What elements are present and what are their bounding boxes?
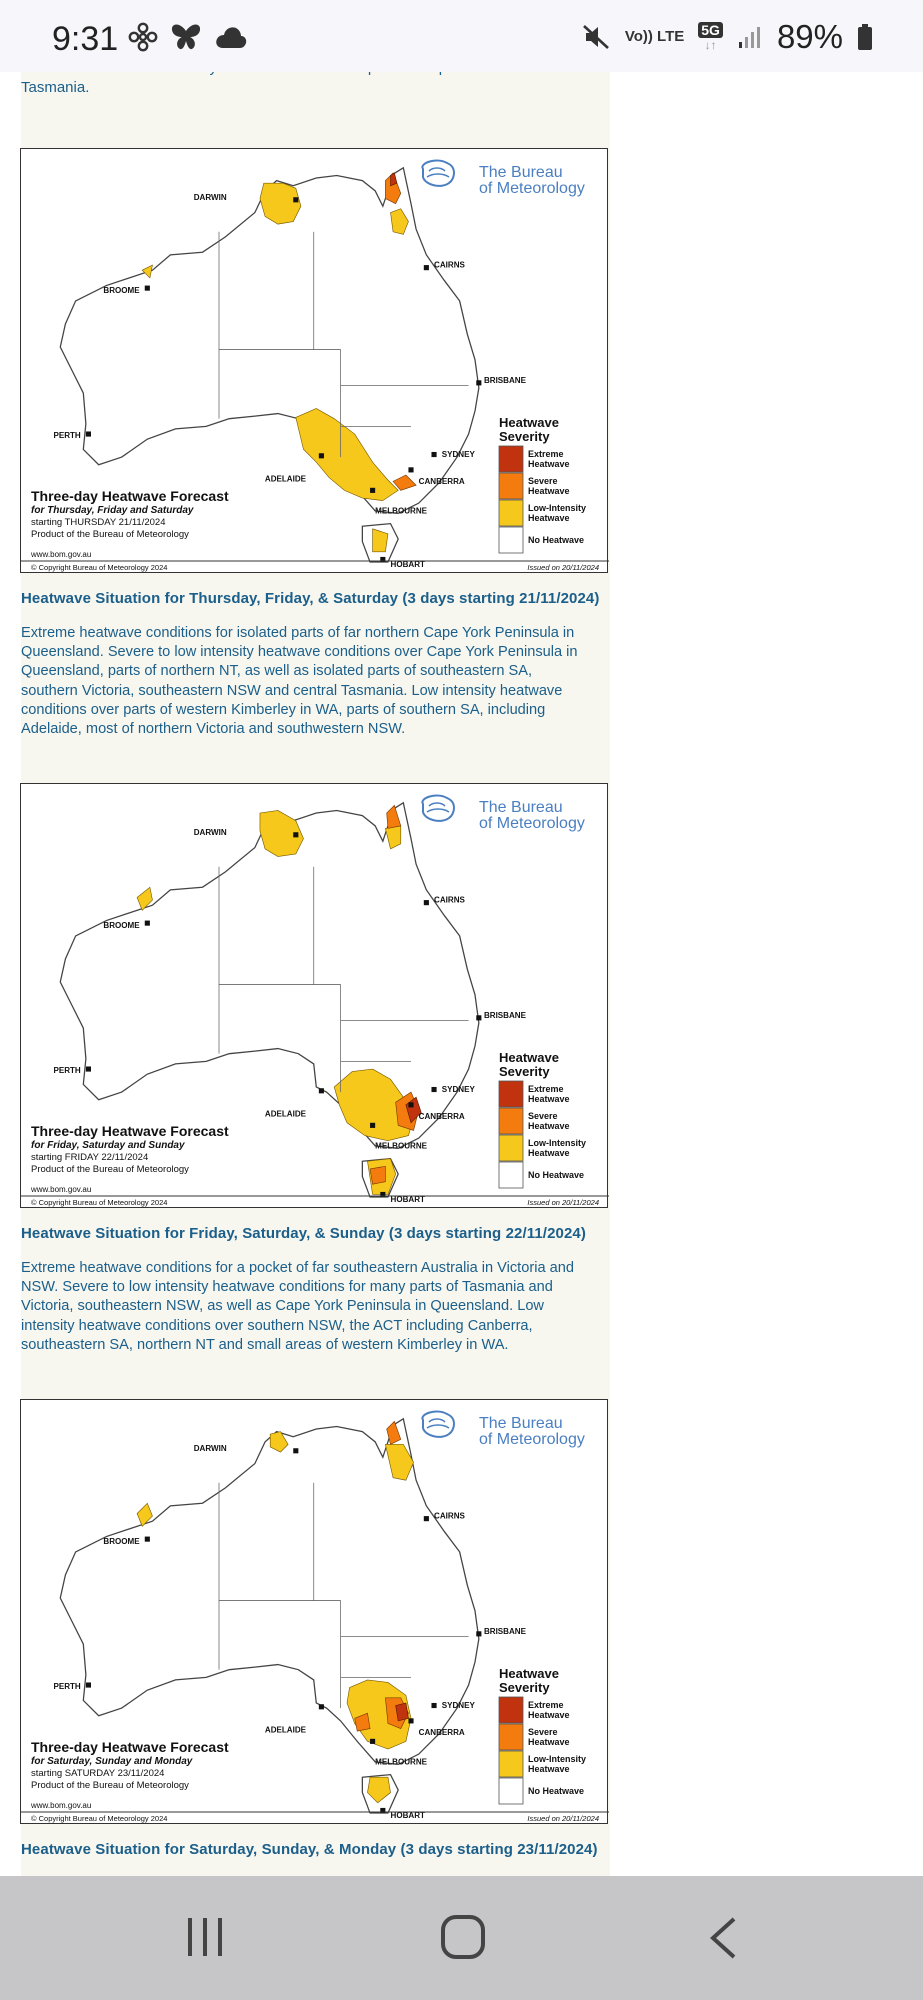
svg-text:starting FRIDAY 22/11/2024: starting FRIDAY 22/11/2024	[31, 1152, 149, 1163]
svg-text:Low-Intensity: Low-Intensity	[528, 1754, 586, 1764]
network-indicator: 5G ↓↑	[698, 22, 723, 52]
legend-swatch	[499, 500, 523, 526]
city-marker-melbourne	[370, 1739, 375, 1744]
city-label-broome: BROOME	[103, 921, 140, 931]
city-label-canberra: CANBERRA	[418, 1727, 465, 1737]
svg-text:The Bureau: The Bureau	[479, 164, 563, 181]
forecast-panel	[20, 783, 610, 1403]
svg-text:Three-day Heatwave Forecast: Three-day Heatwave Forecast	[31, 1739, 229, 1755]
svg-text:Issued on 20/11/2024: Issued on 20/11/2024	[527, 1814, 599, 1823]
svg-text:Issued on 20/11/2024: Issued on 20/11/2024	[527, 1198, 599, 1207]
status-system-icons	[581, 18, 873, 56]
heatwave-forecast-map[interactable]	[20, 783, 608, 1208]
city-label-cairns: CAIRNS	[434, 260, 465, 270]
svg-text:Heatwave: Heatwave	[528, 1094, 570, 1104]
city-label-cairns: CAIRNS	[434, 895, 465, 905]
city-marker-perth	[86, 1066, 91, 1071]
city-label-perth: PERTH	[53, 430, 81, 440]
svg-text:Heatwave: Heatwave	[528, 459, 570, 469]
situation-title: Heatwave Situation for Saturday, Sunday, & Monday (3 days starting 23/11/2024)	[21, 1841, 598, 1858]
city-marker-brisbane	[476, 1631, 481, 1636]
severity-legend	[499, 415, 586, 553]
legend-swatch	[499, 1162, 523, 1188]
svg-text:Three-day Heatwave Forecast: Three-day Heatwave Forecast	[31, 488, 229, 504]
svg-text:Severity: Severity	[499, 1680, 550, 1695]
severity-legend	[499, 1666, 586, 1804]
butterfly-icon	[170, 22, 202, 52]
svg-text:starting SATURDAY 23/11/2024: starting SATURDAY 23/11/2024	[31, 1768, 165, 1779]
city-marker-broome	[145, 1537, 150, 1542]
city-marker-darwin	[293, 197, 298, 202]
svg-text:Heatwave: Heatwave	[528, 1737, 570, 1747]
svg-text:The Bureau: The Bureau	[479, 1415, 563, 1432]
svg-text:Heatwave: Heatwave	[528, 1121, 570, 1131]
svg-text:www.bom.gov.au: www.bom.gov.au	[31, 550, 92, 559]
svg-text:Severe: Severe	[528, 1727, 558, 1737]
svg-text:Product of the Bureau of Meteo: Product of the Bureau of Meteorology	[31, 1780, 189, 1791]
city-marker-broome	[145, 286, 150, 291]
svg-text:Extreme: Extreme	[528, 1084, 564, 1094]
city-marker-perth	[86, 431, 91, 436]
status-notification-icons	[128, 22, 248, 52]
city-label-adelaide: ADELAIDE	[264, 474, 307, 484]
svg-text:No Heatwave: No Heatwave	[528, 1170, 585, 1180]
legend-swatch	[499, 1697, 523, 1723]
svg-text:© Copyright Bureau of Meteorol: © Copyright Bureau of Meteorology 2024	[31, 1198, 168, 1207]
legend-swatch	[499, 1135, 523, 1161]
svg-text:© Copyright Bureau of Meteorol: © Copyright Bureau of Meteorology 2024	[31, 1814, 168, 1823]
heatwave-forecast-map[interactable]	[20, 148, 608, 573]
city-label-perth: PERTH	[53, 1065, 81, 1075]
city-label-darwin: DARWIN	[193, 1443, 227, 1453]
extreme-area	[396, 1703, 409, 1721]
city-marker-adelaide	[319, 1704, 324, 1709]
forecast-panel	[20, 1399, 610, 1879]
bom-logo	[422, 1412, 584, 1448]
city-marker-canberra	[408, 467, 413, 472]
australia-outline	[60, 803, 479, 1149]
svg-text:© Copyright Bureau of Meteorol: © Copyright Bureau of Meteorology 2024	[31, 563, 168, 572]
city-marker-darwin	[293, 832, 298, 837]
svg-text:Heatwave: Heatwave	[499, 1666, 559, 1681]
city-marker-melbourne	[370, 488, 375, 493]
svg-text:Heatwave: Heatwave	[528, 1148, 570, 1158]
pinwheel-icon	[128, 22, 158, 52]
situation-text: Extreme heatwave conditions for isolated parts of far northern Cape York Peninsula in Queensland. Severe to low intensity heatwave conditions over Cape York Peninsula in Queensland, parts of northern NT, as well as isolated parts of southeastern SA, southern Victoria, southeastern NSW and central Tasmania. Low intensity heatwave conditions over parts of western Kimberley in WA, parts of southern SA, including Adelaide, most of northern Victoria and southwestern NSW.	[21, 625, 578, 738]
city-marker-cairns	[424, 900, 429, 905]
city-label-cairns: CAIRNS	[434, 1511, 465, 1521]
situation-title: Heatwave Situation for Friday, Saturday, & Sunday (3 days starting 22/11/2024)	[21, 1225, 586, 1242]
city-label-hobart: HOBART	[390, 560, 425, 570]
status-bar	[0, 0, 923, 72]
city-marker-adelaide	[319, 1088, 324, 1093]
svg-text:of Meteorology: of Meteorology	[479, 815, 585, 832]
svg-text:of Meteorology: of Meteorology	[479, 1431, 585, 1448]
status-time: 9:31	[52, 20, 119, 58]
city-label-canberra: CANBERRA	[418, 476, 465, 486]
city-label-sydney: SYDNEY	[441, 1701, 475, 1711]
legend-swatch	[499, 1108, 523, 1134]
city-label-brisbane: BRISBANE	[483, 1010, 526, 1020]
city-label-hobart: HOBART	[390, 1195, 425, 1205]
svg-text:No Heatwave: No Heatwave	[528, 1786, 585, 1796]
intro-paragraph: Tasmania.	[21, 79, 90, 96]
city-label-melbourne: MELBOURNE	[375, 1757, 428, 1767]
city-label-adelaide: ADELAIDE	[264, 1109, 307, 1119]
city-marker-sydney	[431, 1703, 436, 1708]
svg-text:Severe: Severe	[528, 476, 558, 486]
legend-swatch	[499, 1081, 523, 1107]
home-button[interactable]	[440, 1914, 486, 1960]
city-label-darwin: DARWIN	[193, 827, 227, 837]
city-label-canberra: CANBERRA	[418, 1111, 465, 1121]
heatwave-forecast-map[interactable]	[20, 1399, 608, 1824]
svg-text:Heatwave: Heatwave	[499, 415, 559, 430]
situation-title: Heatwave Situation for Thursday, Friday, & Saturday (3 days starting 21/11/2024)	[21, 590, 600, 607]
signal-icon	[737, 24, 763, 50]
city-marker-perth	[86, 1682, 91, 1687]
volte-indicator: Vo)) LTE	[624, 28, 685, 45]
severe-area	[370, 1166, 385, 1184]
svg-text:Heatwave: Heatwave	[528, 1764, 570, 1774]
bom-logo	[422, 796, 584, 832]
legend-swatch	[499, 1751, 523, 1777]
svg-text:Heatwave: Heatwave	[528, 486, 570, 496]
australia-outline	[60, 168, 479, 514]
city-label-brisbane: BRISBANE	[483, 375, 526, 385]
city-label-perth: PERTH	[53, 1681, 81, 1691]
severity-legend	[499, 1050, 586, 1188]
svg-text:No Heatwave: No Heatwave	[528, 535, 585, 545]
city-label-adelaide: ADELAIDE	[264, 1725, 307, 1735]
city-marker-canberra	[408, 1102, 413, 1107]
city-marker-melbourne	[370, 1123, 375, 1128]
svg-text:starting THURSDAY 21/11/2024: starting THURSDAY 21/11/2024	[31, 517, 166, 528]
svg-text:Extreme: Extreme	[528, 1700, 564, 1710]
svg-text:Low-Intensity: Low-Intensity	[528, 1138, 586, 1148]
city-marker-cairns	[424, 1516, 429, 1521]
city-marker-sydney	[431, 1087, 436, 1092]
city-label-darwin: DARWIN	[193, 192, 227, 202]
forecast-panel	[20, 148, 610, 768]
city-marker-sydney	[431, 452, 436, 457]
city-marker-canberra	[408, 1718, 413, 1723]
svg-text:Three-day Heatwave Forecast: Three-day Heatwave Forecast	[31, 1123, 229, 1139]
city-label-sydney: SYDNEY	[441, 450, 475, 460]
city-label-brisbane: BRISBANE	[483, 1626, 526, 1636]
svg-text:Low-Intensity: Low-Intensity	[528, 503, 586, 513]
city-label-broome: BROOME	[103, 1537, 140, 1547]
recent-apps-button[interactable]	[184, 1916, 226, 1958]
legend-swatch	[499, 527, 523, 553]
city-label-broome: BROOME	[103, 286, 140, 296]
legend-swatch	[499, 446, 523, 472]
legend-swatch	[499, 473, 523, 499]
city-marker-broome	[145, 921, 150, 926]
back-button[interactable]	[706, 1916, 740, 1960]
svg-text:www.bom.gov.au: www.bom.gov.au	[31, 1801, 92, 1810]
svg-text:Heatwave: Heatwave	[499, 1050, 559, 1065]
svg-text:for Saturday, Sunday and Monda: for Saturday, Sunday and Monday	[31, 1756, 193, 1767]
svg-text:The Bureau: The Bureau	[479, 799, 563, 816]
city-label-melbourne: MELBOURNE	[375, 1141, 428, 1151]
city-label-hobart: HOBART	[390, 1811, 425, 1821]
svg-text:of Meteorology: of Meteorology	[479, 180, 585, 197]
australia-outline	[60, 1419, 479, 1765]
city-label-sydney: SYDNEY	[441, 1085, 475, 1095]
svg-text:for Friday, Saturday and Sunda: for Friday, Saturday and Sunday	[31, 1140, 185, 1151]
svg-text:Severity: Severity	[499, 429, 550, 444]
svg-text:Extreme: Extreme	[528, 449, 564, 459]
svg-text:Issued on 20/11/2024: Issued on 20/11/2024	[527, 563, 599, 572]
svg-text:Product of the Bureau of Meteo: Product of the Bureau of Meteorology	[31, 1164, 189, 1175]
svg-text:Severity: Severity	[499, 1064, 550, 1079]
svg-text:for Thursday, Friday and Satur: for Thursday, Friday and Saturday	[31, 505, 194, 516]
battery-icon	[857, 23, 873, 51]
bom-logo	[422, 161, 584, 197]
legend-swatch	[499, 1778, 523, 1804]
cloud-icon	[214, 24, 248, 50]
svg-text:www.bom.gov.au: www.bom.gov.au	[31, 1185, 92, 1194]
city-marker-brisbane	[476, 380, 481, 385]
mute-icon	[581, 22, 611, 52]
legend-swatch	[499, 1724, 523, 1750]
city-marker-adelaide	[319, 453, 324, 458]
svg-text:Heatwave: Heatwave	[528, 513, 570, 523]
svg-text:Product of the Bureau of Meteo: Product of the Bureau of Meteorology	[31, 529, 189, 540]
svg-text:Heatwave: Heatwave	[528, 1710, 570, 1720]
svg-text:Severe: Severe	[528, 1111, 558, 1121]
city-label-melbourne: MELBOURNE	[375, 506, 428, 516]
data-arrows-icon: ↓↑	[704, 38, 717, 52]
city-marker-darwin	[293, 1448, 298, 1453]
navigation-bar	[0, 1876, 923, 2000]
city-marker-brisbane	[476, 1015, 481, 1020]
city-marker-cairns	[424, 265, 429, 270]
situation-text: Extreme heatwave conditions for a pocket of far southeastern Australia in Victoria and NSW. Severe to low intensity heatwave conditions for many parts of Tasmania and Victoria, southeastern NSW, as well as Cape York Peninsula in Queensland. Low intensity heatwave conditions over southern NSW, the ACT including Canberra, southeastern SA, northern NT and small areas of western Kimberley in WA.	[21, 1260, 574, 1353]
battery-percent: 89%	[776, 18, 843, 55]
